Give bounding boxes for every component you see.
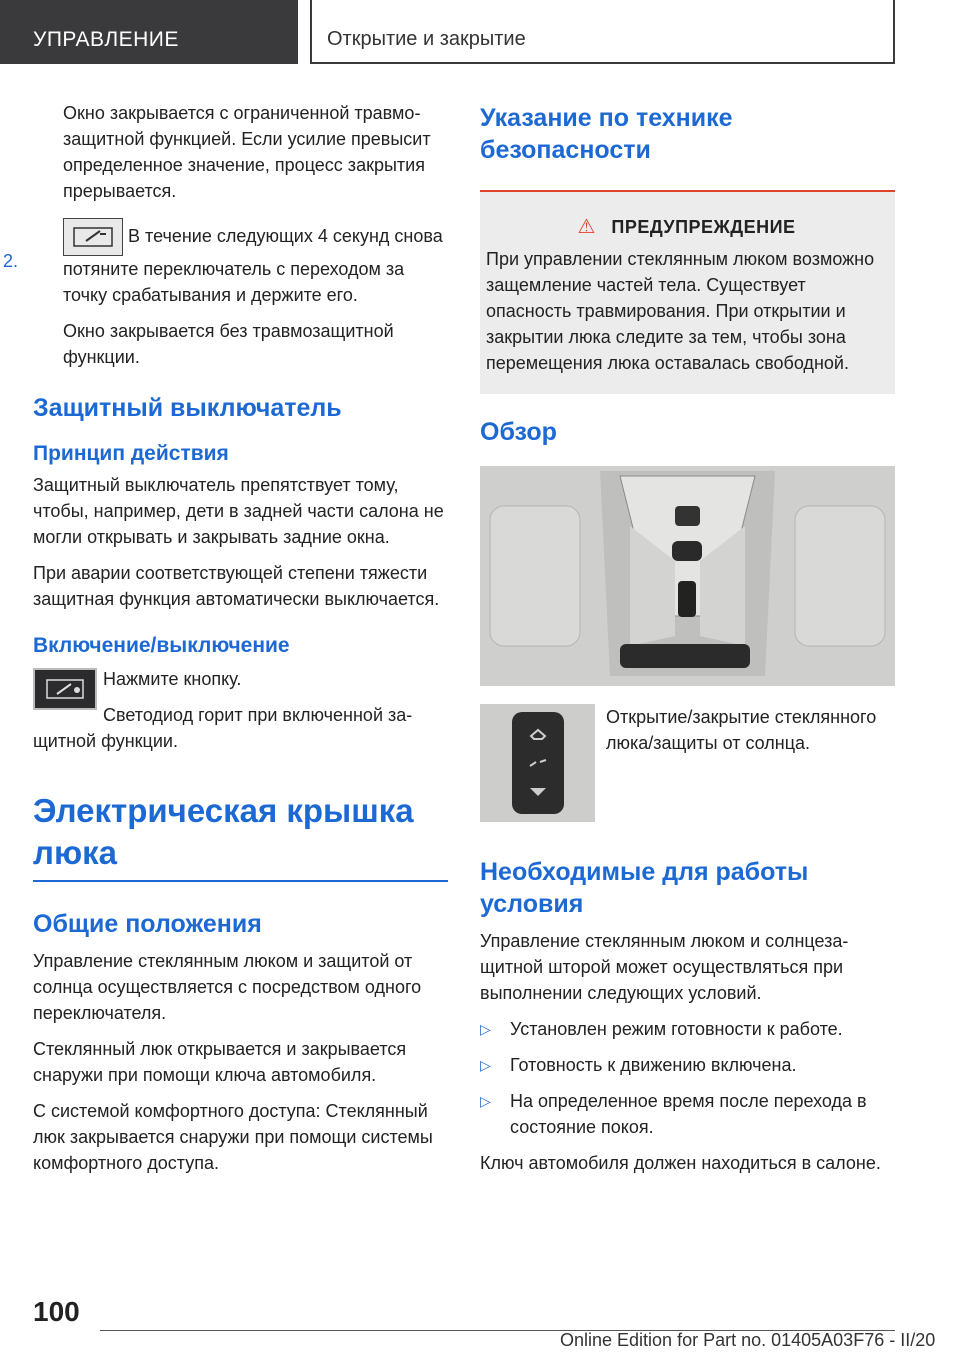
child-lock-button-icon <box>33 668 97 710</box>
heading-overview: Обзор <box>480 418 557 446</box>
onoff-instruction: Нажмите кнопку. <box>103 669 242 689</box>
warning-triangle-icon: ⚠ <box>577 216 596 238</box>
paragraph: Управление стеклянным люком и солнцезащитной шторой может осуществляться при выполнении следующих условий. <box>480 931 849 1003</box>
onoff-note: Светодиод горит при включенной защитной функции. <box>33 705 413 751</box>
onoff-block <box>33 666 448 692</box>
edition-note: Online Edition for Part no. 01405A03F76 - II/20 <box>560 1330 936 1350</box>
warning-title: ПРЕДУПРЕЖДЕНИЕ <box>611 217 796 237</box>
paragraph: Стеклянный люк открывается и закрывается снаружи при помощи ключа автомобиля. <box>33 1039 407 1085</box>
step-note: Окно закрывается без травмозащитной функции. <box>63 321 394 367</box>
heading-safety-switch: Защитный выключатель <box>33 394 342 422</box>
warning-title-row <box>486 214 887 240</box>
step-text: В течение следующих 4 секунд снова потяните переключатель с переходом за точку срабатывания и держите его. <box>63 225 443 305</box>
list-item: ▷ На определенное время после перехода в состояние покоя. <box>480 1088 895 1140</box>
left-column <box>3 100 448 1186</box>
list-item: ▷ Готовность к движению включена. <box>480 1052 895 1078</box>
heading-general: Общие положения <box>33 910 262 938</box>
window-switch-icon <box>63 218 123 256</box>
heading-onoff: Включение/выключение <box>33 634 290 657</box>
bullet-triangle-icon: ▷ <box>480 1057 491 1073</box>
page-number: 100 <box>33 1296 80 1327</box>
paragraph: При аварии соответствующей степени тяжести защитная функция автоматически выключается. <box>33 563 440 609</box>
paragraph: С системой комфортного доступа: Стеклянный люк закрывается снаружи при помощи системы комфортного доступа. <box>33 1101 433 1173</box>
paragraph: Управление стеклянным люком и защитой от солнца осуществляется с посредством одного переключателя. <box>33 951 422 1023</box>
warning-text: При управлении стеклянным люком возможно защемление частей тела. Существует опасность травмирования. При открытии и закрытии люка следите за тем, чтобы зона перемещения люка оставалась свободной. <box>486 249 875 373</box>
figure-caption: Открытие/закрытие стеклянного люка/защиты от солнца. <box>606 707 877 753</box>
paragraph: Защитный выключатель препятствует тому, чтобы, например, дети в задней части салона не могли открывать и закрывать задние окна. <box>33 475 444 547</box>
heading-principle: Принцип действия <box>33 442 229 465</box>
bullet-triangle-icon: ▷ <box>480 1093 491 1109</box>
heading-safety-note: Указание по технике безопасности <box>480 104 733 164</box>
switch-figure <box>480 704 895 822</box>
heading-conditions: Необходимые для работы условия <box>480 858 809 918</box>
header-topic: Открытие и закрытие <box>310 0 895 64</box>
header-section: УПРАВЛЕНИЕ <box>0 0 298 64</box>
step-number: 2. <box>3 251 19 271</box>
bullet-triangle-icon: ▷ <box>480 1021 491 1037</box>
list-item: ▷ Установлен режим готовности к работе. <box>480 1016 895 1042</box>
right-column <box>480 102 895 1186</box>
roof-console-photo <box>480 466 895 686</box>
heading-rule <box>33 880 448 882</box>
paragraph: Ключ автомобиля должен находиться в салоне. <box>480 1153 881 1173</box>
sunroof-switch-photo <box>480 704 595 822</box>
warning-box <box>480 190 895 394</box>
paragraph: Окно закрывается с ограниченной травмозащитной функцией. Если усилие превысит определенное значение, процесс закрытия прерывается. <box>63 103 431 201</box>
step-2 <box>3 218 448 370</box>
heading-sunroof: Электрическая крышка люка <box>33 792 414 871</box>
